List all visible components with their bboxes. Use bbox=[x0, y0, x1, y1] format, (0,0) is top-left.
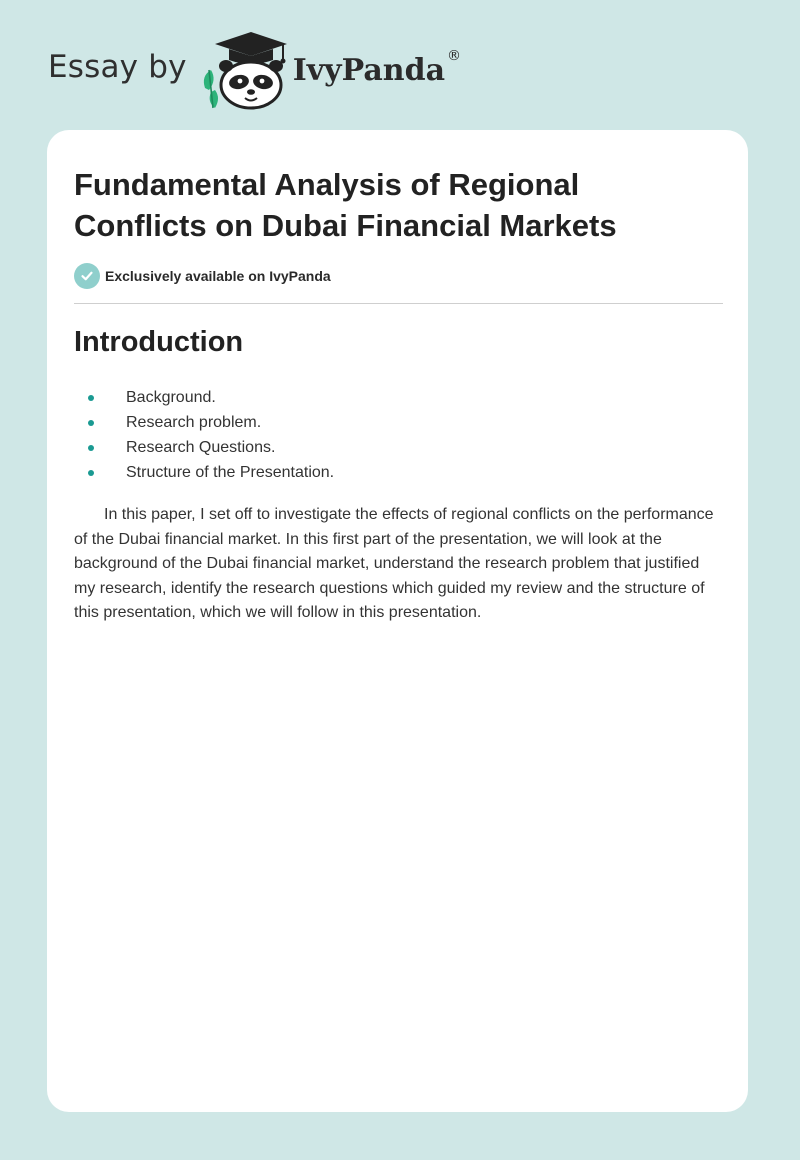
brand-name: IvyPanda bbox=[292, 52, 446, 88]
site-brand[interactable] bbox=[48, 30, 461, 110]
brand-prefix: Essay by bbox=[48, 49, 187, 85]
essay-card bbox=[47, 130, 748, 1112]
exclusive-badge bbox=[74, 263, 331, 289]
title-divider bbox=[74, 303, 723, 304]
list-item bbox=[74, 435, 334, 460]
list-item-text: Structure of the Presentation. bbox=[126, 464, 335, 481]
list-item-text: Research Questions. bbox=[126, 439, 276, 456]
bullet-dot-icon bbox=[88, 445, 94, 451]
bullet-dot-icon bbox=[88, 395, 94, 401]
list-item-text: Background. bbox=[126, 389, 216, 406]
bullet-dot-icon bbox=[88, 420, 94, 426]
list-item bbox=[74, 460, 334, 485]
body-paragraph: In this paper, I set off to investigate the effects of regional conflicts on the performance of the Dubai financial market. In this first part of the presentation, we will look at the background of the Dubai financial market, understand the research problem that justified my research, identify the research questions which guided my review and the structure of this presentation, which we will follow in this presentation. bbox=[74, 506, 714, 621]
introduction-list bbox=[74, 385, 334, 485]
registered-mark: ® bbox=[447, 48, 462, 64]
bullet-dot-icon bbox=[88, 470, 94, 476]
essay-title: Fundamental Analysis of Regional Conflicts on Dubai Financial Markets bbox=[74, 167, 617, 243]
section-heading: Introduction bbox=[74, 326, 244, 358]
check-icon bbox=[74, 263, 100, 289]
badge-text: Exclusively available on IvyPanda bbox=[105, 268, 331, 284]
list-item bbox=[74, 410, 334, 435]
list-item-text: Research problem. bbox=[126, 414, 262, 431]
panda-graduate-logo-icon bbox=[199, 30, 291, 110]
list-item bbox=[74, 385, 334, 410]
